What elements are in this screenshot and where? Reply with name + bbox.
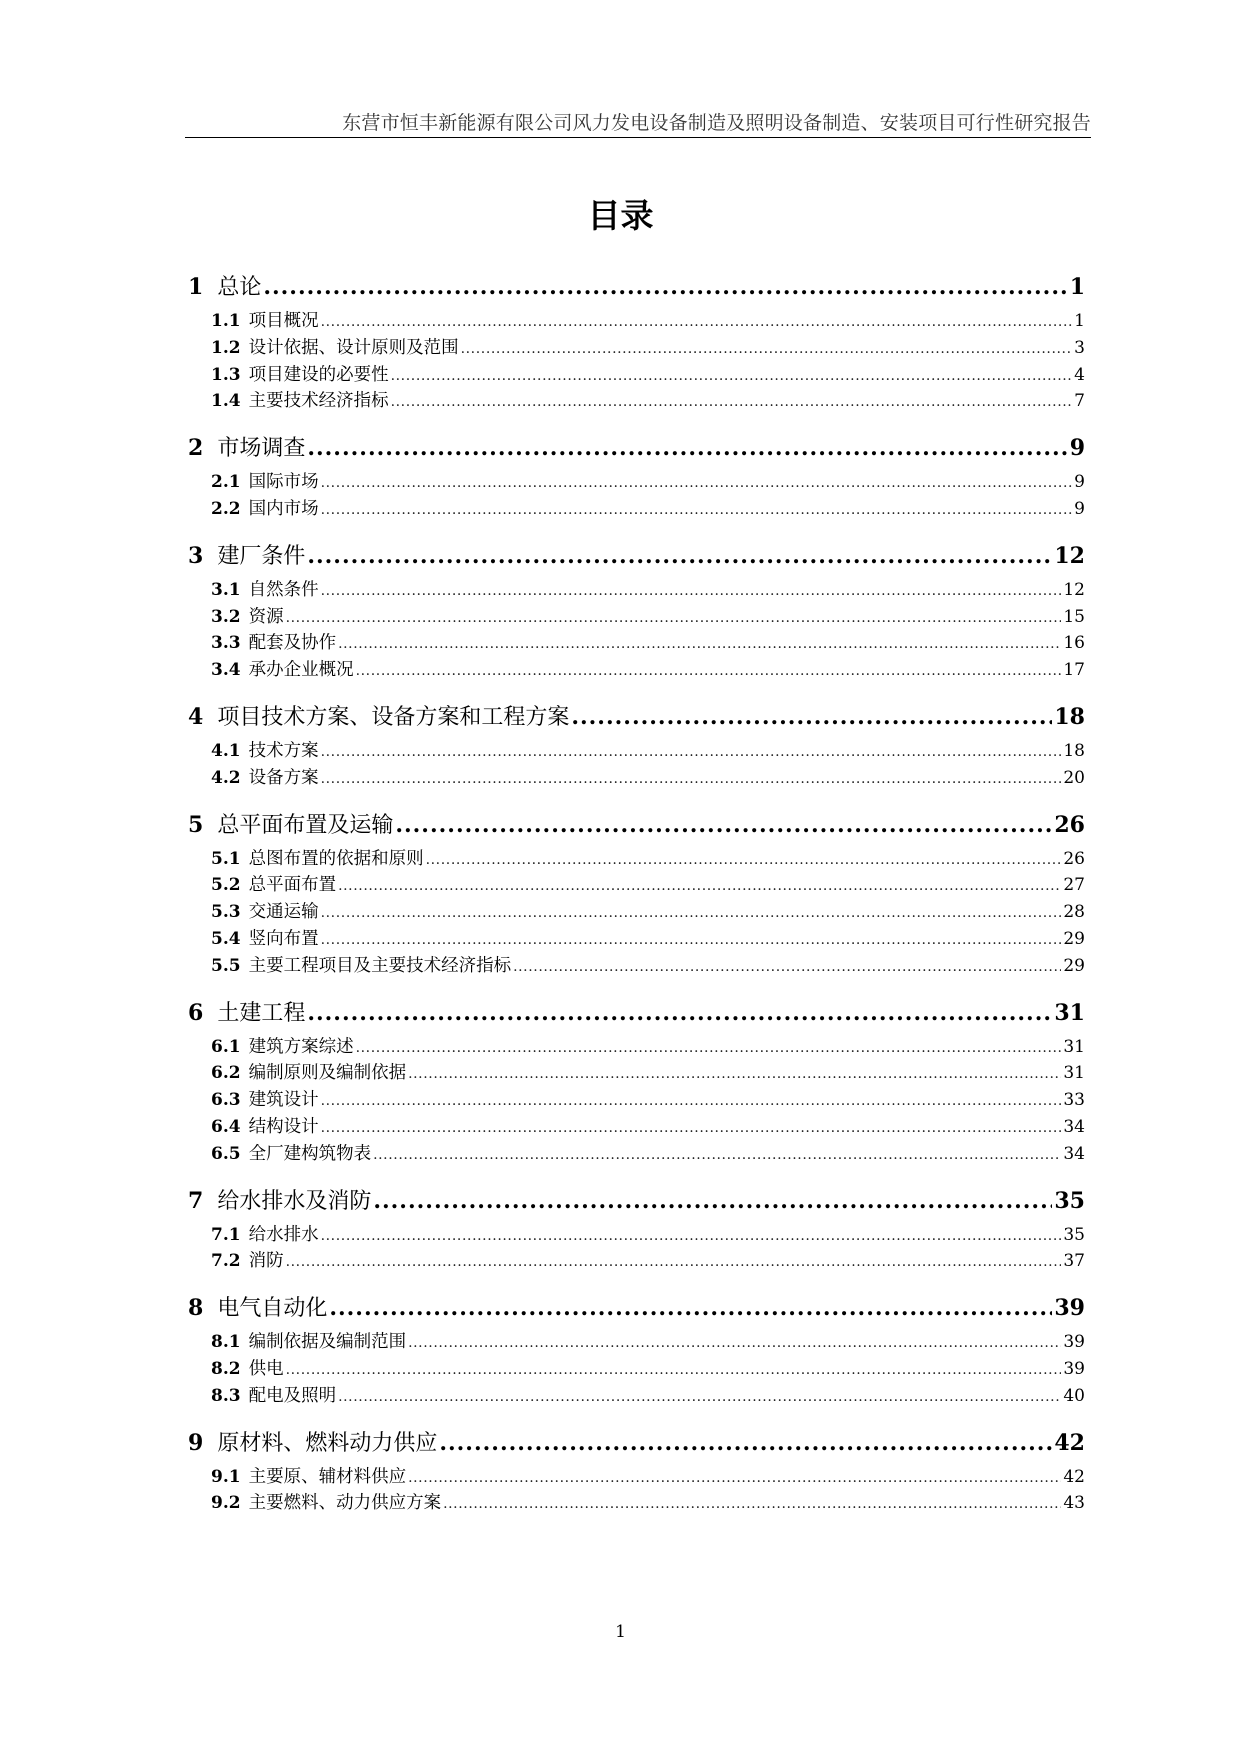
section-title: 供电 bbox=[248, 1358, 284, 1379]
toc-section-entry[interactable] bbox=[188, 1114, 1085, 1141]
section-title: 主要原、辅材料供应 bbox=[248, 1466, 407, 1487]
section-number: 3.1 bbox=[211, 579, 241, 600]
dot-leader bbox=[373, 1141, 1061, 1169]
toc-section-entry[interactable] bbox=[188, 926, 1085, 953]
chapter-title: 电气自动化 bbox=[217, 1296, 328, 1322]
section-page-number: 15 bbox=[1063, 606, 1085, 627]
section-title: 建筑设计 bbox=[248, 1090, 319, 1111]
page-number: 1 bbox=[615, 1622, 626, 1642]
section-number: 5.4 bbox=[211, 928, 241, 949]
chapter-number: 1 bbox=[188, 274, 204, 300]
dot-leader bbox=[571, 698, 1052, 737]
dot-leader bbox=[307, 537, 1052, 576]
toc-section-entry[interactable] bbox=[188, 953, 1085, 980]
dot-leader bbox=[373, 1182, 1052, 1221]
toc-section-entry[interactable] bbox=[188, 388, 1085, 415]
spacer bbox=[188, 1168, 1085, 1178]
section-number: 2.1 bbox=[211, 472, 241, 493]
toc-title: 目录 bbox=[587, 196, 654, 235]
section-number: 4.1 bbox=[211, 740, 241, 761]
spacer bbox=[188, 684, 1085, 694]
toc-section-entry[interactable] bbox=[188, 1087, 1085, 1114]
toc-section-entry[interactable] bbox=[188, 899, 1085, 926]
spacer bbox=[188, 980, 1085, 990]
section-page-number: 43 bbox=[1063, 1493, 1085, 1514]
dot-leader bbox=[338, 872, 1061, 900]
dot-leader bbox=[321, 1114, 1062, 1142]
toc-section-entry[interactable] bbox=[188, 1141, 1085, 1168]
section-title: 设备方案 bbox=[248, 767, 319, 788]
section-page-number: 39 bbox=[1063, 1358, 1085, 1379]
spacer bbox=[188, 415, 1085, 425]
section-page-number: 29 bbox=[1063, 955, 1085, 976]
section-page-number: 33 bbox=[1063, 1090, 1085, 1111]
section-title: 竖向布置 bbox=[248, 928, 319, 949]
section-number: 4.2 bbox=[211, 767, 241, 788]
section-number: 9.1 bbox=[211, 1466, 241, 1487]
section-number: 7.2 bbox=[211, 1251, 241, 1272]
chapter-page-number: 18 bbox=[1054, 703, 1085, 730]
toc-chapter-entry[interactable] bbox=[188, 1424, 1085, 1462]
section-title: 国内市场 bbox=[248, 498, 319, 519]
section-page-number: 37 bbox=[1063, 1251, 1085, 1272]
section-title: 项目概况 bbox=[248, 311, 319, 331]
section-number: 6.5 bbox=[211, 1143, 241, 1164]
dot-leader bbox=[391, 362, 1073, 390]
chapter-number: 6 bbox=[188, 999, 204, 1026]
dot-leader bbox=[408, 1464, 1061, 1492]
dot-leader bbox=[356, 657, 1062, 685]
dot-leader bbox=[321, 577, 1062, 605]
section-number: 8.2 bbox=[211, 1358, 241, 1379]
section-page-number: 42 bbox=[1063, 1466, 1085, 1487]
section-title: 承办企业概况 bbox=[248, 660, 354, 681]
section-title: 交通运输 bbox=[248, 902, 319, 923]
dot-leader bbox=[338, 630, 1061, 658]
section-title: 建筑方案综述 bbox=[248, 1036, 354, 1057]
spacer bbox=[188, 1410, 1085, 1420]
chapter-page-number: 1 bbox=[1069, 274, 1085, 300]
section-page-number: 1 bbox=[1074, 311, 1085, 331]
dot-leader bbox=[329, 1289, 1052, 1328]
toc-section-entry[interactable] bbox=[188, 308, 1085, 335]
dot-leader bbox=[286, 1248, 1062, 1276]
dot-leader bbox=[307, 994, 1052, 1033]
chapter-number: 5 bbox=[188, 811, 204, 838]
dot-leader bbox=[461, 335, 1073, 363]
section-page-number: 39 bbox=[1063, 1332, 1085, 1353]
chapter-number: 2 bbox=[188, 435, 204, 462]
dot-leader bbox=[321, 496, 1073, 524]
section-number: 3.2 bbox=[211, 606, 241, 627]
header-rule bbox=[185, 137, 1091, 138]
section-title: 配电及照明 bbox=[248, 1385, 337, 1406]
section-page-number: 20 bbox=[1063, 767, 1085, 788]
dot-leader bbox=[338, 1383, 1061, 1411]
dot-leader bbox=[321, 469, 1073, 497]
table-of-contents bbox=[188, 264, 1085, 1527]
section-number: 2.2 bbox=[211, 498, 241, 519]
toc-section-entry[interactable] bbox=[188, 335, 1085, 362]
toc-chapter-entry[interactable] bbox=[188, 268, 1085, 306]
toc-chapter-entry[interactable] bbox=[188, 537, 1085, 575]
chapter-page-number: 26 bbox=[1054, 811, 1085, 838]
dot-leader bbox=[408, 1060, 1061, 1088]
section-page-number: 27 bbox=[1063, 875, 1085, 896]
section-page-number: 31 bbox=[1063, 1036, 1085, 1057]
section-page-number: 34 bbox=[1063, 1143, 1085, 1164]
dot-leader bbox=[321, 1222, 1062, 1250]
section-title: 结构设计 bbox=[248, 1116, 319, 1137]
dot-leader bbox=[356, 1034, 1062, 1062]
section-title: 总图布置的依据和原则 bbox=[248, 848, 424, 869]
toc-chapter-entry[interactable] bbox=[188, 1289, 1085, 1327]
section-title: 国际市场 bbox=[248, 472, 319, 493]
section-page-number: 29 bbox=[1063, 928, 1085, 949]
spacer bbox=[188, 523, 1085, 533]
section-page-number: 17 bbox=[1063, 660, 1085, 681]
section-number: 3.3 bbox=[211, 633, 241, 654]
chapter-number: 8 bbox=[188, 1295, 204, 1322]
chapter-title: 项目技术方案、设备方案和工程方案 bbox=[217, 704, 570, 730]
running-header: 东营市恒丰新能源有限公司风力发电设备制造及照明设备制造、安装项目可行性研究报告 bbox=[342, 112, 1091, 134]
section-title: 项目建设的必要性 bbox=[248, 364, 389, 385]
section-title: 资源 bbox=[248, 606, 284, 627]
section-title: 自然条件 bbox=[248, 579, 319, 600]
chapter-title: 建厂条件 bbox=[217, 543, 306, 569]
dot-leader bbox=[439, 1424, 1052, 1463]
dot-leader bbox=[321, 308, 1073, 336]
toc-section-entry[interactable] bbox=[188, 1034, 1085, 1061]
toc-section-entry[interactable] bbox=[188, 1329, 1085, 1356]
toc-section-entry[interactable] bbox=[188, 846, 1085, 873]
section-page-number: 9 bbox=[1074, 472, 1085, 493]
toc-chapter-entry[interactable] bbox=[188, 1182, 1085, 1220]
section-title: 编制原则及编制依据 bbox=[248, 1063, 407, 1084]
dot-leader bbox=[513, 953, 1061, 981]
toc-chapter-entry[interactable] bbox=[188, 429, 1085, 467]
section-page-number: 31 bbox=[1063, 1063, 1085, 1084]
toc-section-entry[interactable] bbox=[188, 604, 1085, 631]
chapter-number: 9 bbox=[188, 1429, 204, 1456]
section-number: 6.3 bbox=[211, 1090, 241, 1111]
chapter-title: 土建工程 bbox=[217, 1000, 306, 1026]
section-page-number: 35 bbox=[1063, 1224, 1085, 1245]
section-title: 主要工程项目及主要技术经济指标 bbox=[248, 955, 512, 976]
toc-section-entry[interactable] bbox=[188, 630, 1085, 657]
section-number: 1.1 bbox=[211, 311, 241, 331]
toc-section-entry[interactable] bbox=[188, 1383, 1085, 1410]
section-title: 全厂建构筑物表 bbox=[248, 1143, 372, 1164]
section-title: 编制依据及编制范围 bbox=[248, 1332, 407, 1353]
dot-leader bbox=[321, 765, 1062, 793]
section-page-number: 16 bbox=[1063, 633, 1085, 654]
dot-leader bbox=[395, 806, 1052, 845]
dot-leader bbox=[321, 738, 1062, 766]
toc-section-entry[interactable] bbox=[188, 1222, 1085, 1249]
section-number: 1.2 bbox=[211, 337, 241, 358]
section-page-number: 34 bbox=[1063, 1116, 1085, 1137]
chapter-number: 3 bbox=[188, 542, 204, 569]
toc-section-entry[interactable] bbox=[188, 1356, 1085, 1383]
section-title: 总平面布置 bbox=[248, 875, 337, 896]
toc-section-entry[interactable] bbox=[188, 1060, 1085, 1087]
dot-leader bbox=[263, 268, 1067, 307]
section-title: 给水排水 bbox=[248, 1224, 319, 1245]
section-page-number: 3 bbox=[1074, 337, 1085, 358]
section-page-number: 7 bbox=[1074, 391, 1085, 412]
section-number: 9.2 bbox=[211, 1493, 241, 1514]
section-number: 6.2 bbox=[211, 1063, 241, 1084]
chapter-page-number: 9 bbox=[1069, 435, 1085, 462]
toc-section-entry[interactable] bbox=[188, 496, 1085, 523]
chapter-number: 4 bbox=[188, 703, 204, 730]
chapter-page-number: 42 bbox=[1054, 1429, 1085, 1456]
chapter-title: 总论 bbox=[217, 275, 262, 300]
toc-chapter-entry[interactable] bbox=[188, 698, 1085, 736]
toc-section-entry[interactable] bbox=[188, 738, 1085, 765]
section-number: 6.1 bbox=[211, 1036, 241, 1057]
spacer bbox=[188, 1275, 1085, 1285]
chapter-title: 给水排水及消防 bbox=[217, 1188, 372, 1214]
toc-section-entry[interactable] bbox=[188, 1464, 1085, 1491]
dot-leader bbox=[443, 1490, 1061, 1518]
section-page-number: 28 bbox=[1063, 902, 1085, 923]
dot-leader bbox=[321, 899, 1062, 927]
dot-leader bbox=[408, 1329, 1061, 1357]
chapter-page-number: 31 bbox=[1054, 999, 1085, 1026]
chapter-title: 原材料、燃料动力供应 bbox=[217, 1430, 438, 1456]
toc-section-entry[interactable] bbox=[188, 362, 1085, 389]
section-page-number: 40 bbox=[1063, 1385, 1085, 1406]
section-page-number: 4 bbox=[1074, 364, 1085, 385]
section-number: 7.1 bbox=[211, 1224, 241, 1245]
section-number: 6.4 bbox=[211, 1116, 241, 1137]
toc-section-entry[interactable] bbox=[188, 657, 1085, 684]
section-page-number: 18 bbox=[1063, 740, 1085, 761]
spacer bbox=[188, 1517, 1085, 1527]
dot-leader bbox=[391, 388, 1073, 416]
chapter-page-number: 12 bbox=[1054, 542, 1085, 569]
dot-leader bbox=[321, 926, 1062, 954]
section-number: 5.2 bbox=[211, 875, 241, 896]
section-page-number: 9 bbox=[1074, 498, 1085, 519]
chapter-page-number: 39 bbox=[1054, 1295, 1085, 1322]
toc-section-entry[interactable] bbox=[188, 469, 1085, 496]
chapter-title: 市场调查 bbox=[217, 436, 306, 462]
toc-section-entry[interactable] bbox=[188, 872, 1085, 899]
section-title: 消防 bbox=[248, 1251, 284, 1272]
section-title: 主要技术经济指标 bbox=[248, 391, 389, 412]
dot-leader bbox=[286, 604, 1062, 632]
section-title: 配套及协作 bbox=[248, 633, 337, 654]
chapter-title: 总平面布置及运输 bbox=[217, 812, 394, 838]
section-page-number: 26 bbox=[1063, 848, 1085, 869]
chapter-page-number: 35 bbox=[1054, 1187, 1085, 1214]
section-title: 技术方案 bbox=[248, 740, 319, 761]
section-number: 8.1 bbox=[211, 1332, 241, 1353]
dot-leader bbox=[286, 1356, 1062, 1384]
chapter-number: 7 bbox=[188, 1187, 204, 1214]
section-title: 主要燃料、动力供应方案 bbox=[248, 1493, 442, 1514]
dot-leader bbox=[321, 1087, 1062, 1115]
dot-leader bbox=[426, 846, 1062, 874]
section-number: 1.4 bbox=[211, 391, 241, 412]
toc-section-entry[interactable] bbox=[188, 765, 1085, 792]
toc-section-entry[interactable] bbox=[188, 577, 1085, 604]
spacer bbox=[188, 792, 1085, 802]
toc-chapter-entry[interactable] bbox=[188, 806, 1085, 844]
toc-chapter-entry[interactable] bbox=[188, 994, 1085, 1032]
section-number: 5.1 bbox=[211, 848, 241, 869]
dot-leader bbox=[307, 429, 1067, 468]
section-title: 设计依据、设计原则及范围 bbox=[248, 337, 459, 358]
section-number: 8.3 bbox=[211, 1385, 241, 1406]
toc-section-entry[interactable] bbox=[188, 1490, 1085, 1517]
section-number: 3.4 bbox=[211, 660, 241, 681]
section-number: 5.5 bbox=[211, 955, 241, 976]
section-number: 1.3 bbox=[211, 364, 241, 385]
section-number: 5.3 bbox=[211, 902, 241, 923]
toc-section-entry[interactable] bbox=[188, 1248, 1085, 1275]
section-page-number: 12 bbox=[1063, 579, 1085, 600]
